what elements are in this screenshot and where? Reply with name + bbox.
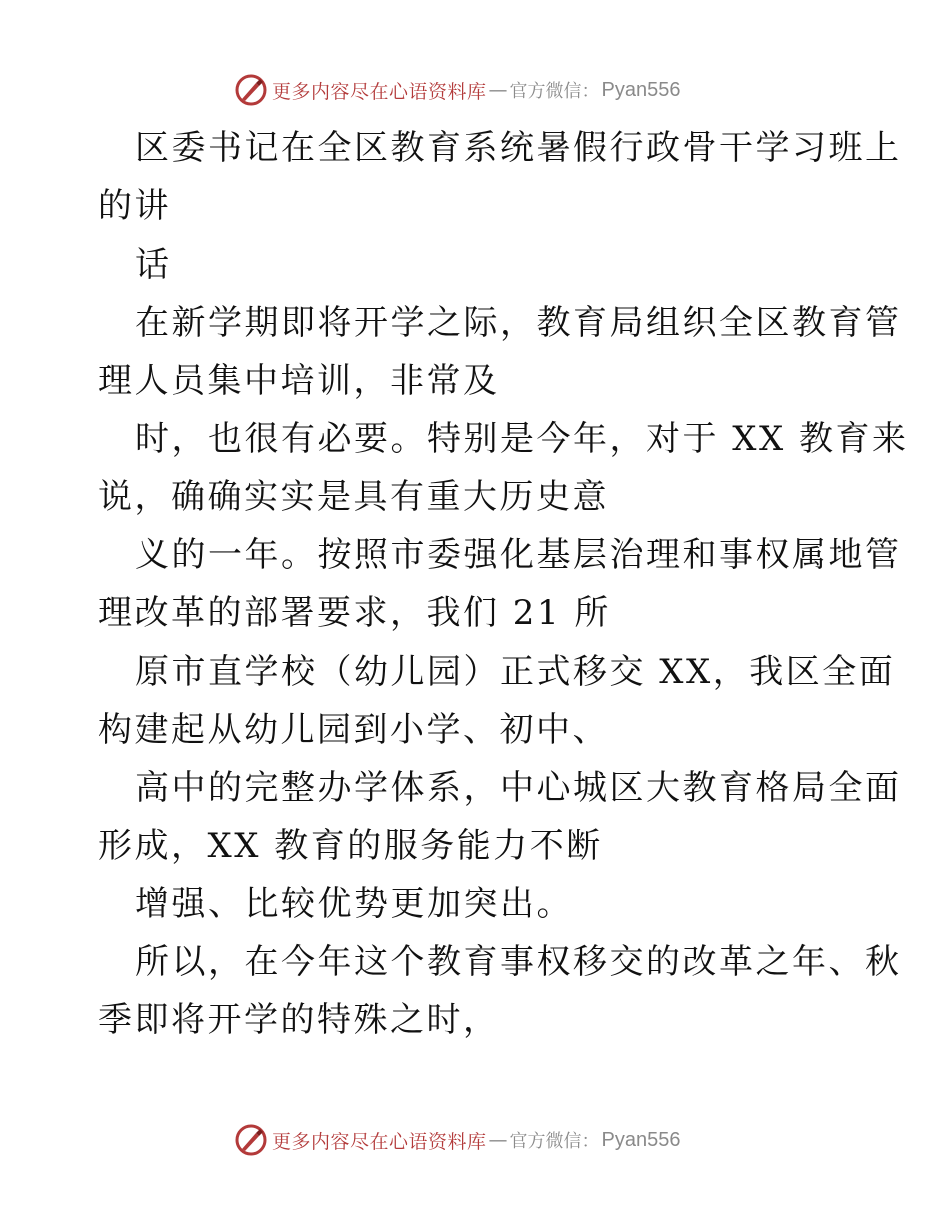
- body-line: 所以，在今年这个教育事权移交的改革之年、秋: [135, 942, 902, 982]
- body-line: 原市直学校（幼儿园）正式移交 XX，我区全面: [135, 652, 896, 692]
- body-line: 高中的完整办学体系，中心城区大教育格局全面: [135, 768, 902, 808]
- watermark-wechat-id: Pyan556: [601, 78, 681, 101]
- watermark-label: 官方微信：: [509, 81, 600, 102]
- title-line-3: 话: [135, 245, 172, 285]
- watermark-separator: —: [488, 1129, 508, 1151]
- pen-logo-icon: [234, 73, 268, 107]
- title-line-2: 的讲: [98, 186, 171, 226]
- watermark-label: 官方微信：: [509, 1131, 600, 1152]
- watermark-text: 更多内容尽在心语资料库: [272, 1130, 487, 1153]
- body-line: 理人员集中培训，非常及: [98, 361, 500, 401]
- body-line: 理改革的部署要求，我们 21 所: [98, 593, 611, 633]
- watermark-separator: —: [488, 79, 508, 101]
- pen-logo-icon: [234, 1123, 268, 1157]
- body-line: 形成，XX 教育的服务能力不断: [98, 826, 603, 866]
- watermark-text: 更多内容尽在心语资料库: [272, 80, 487, 103]
- body-line: 说，确确实实是具有重大历史意: [98, 477, 609, 517]
- body-line: 增强、比较优势更加突出。: [135, 884, 573, 924]
- body-line: 在新学期即将开学之际，教育局组织全区教育管: [135, 303, 902, 343]
- header-watermark: [234, 72, 680, 108]
- body-line: 构建起从幼儿园到小学、初中、: [98, 710, 609, 750]
- body-line: 季即将开学的特殊之时，: [98, 1000, 500, 1040]
- body-line: 时，也很有必要。特别是今年，对于 XX 教育来: [135, 419, 909, 459]
- title-line-1: 区委书记在全区教育系统暑假行政骨干学习班上: [135, 128, 902, 168]
- footer-watermark: [234, 1122, 680, 1158]
- watermark-wechat-id: Pyan556: [601, 1128, 681, 1151]
- body-line: 义的一年。按照市委强化基层治理和事权属地管: [135, 535, 902, 575]
